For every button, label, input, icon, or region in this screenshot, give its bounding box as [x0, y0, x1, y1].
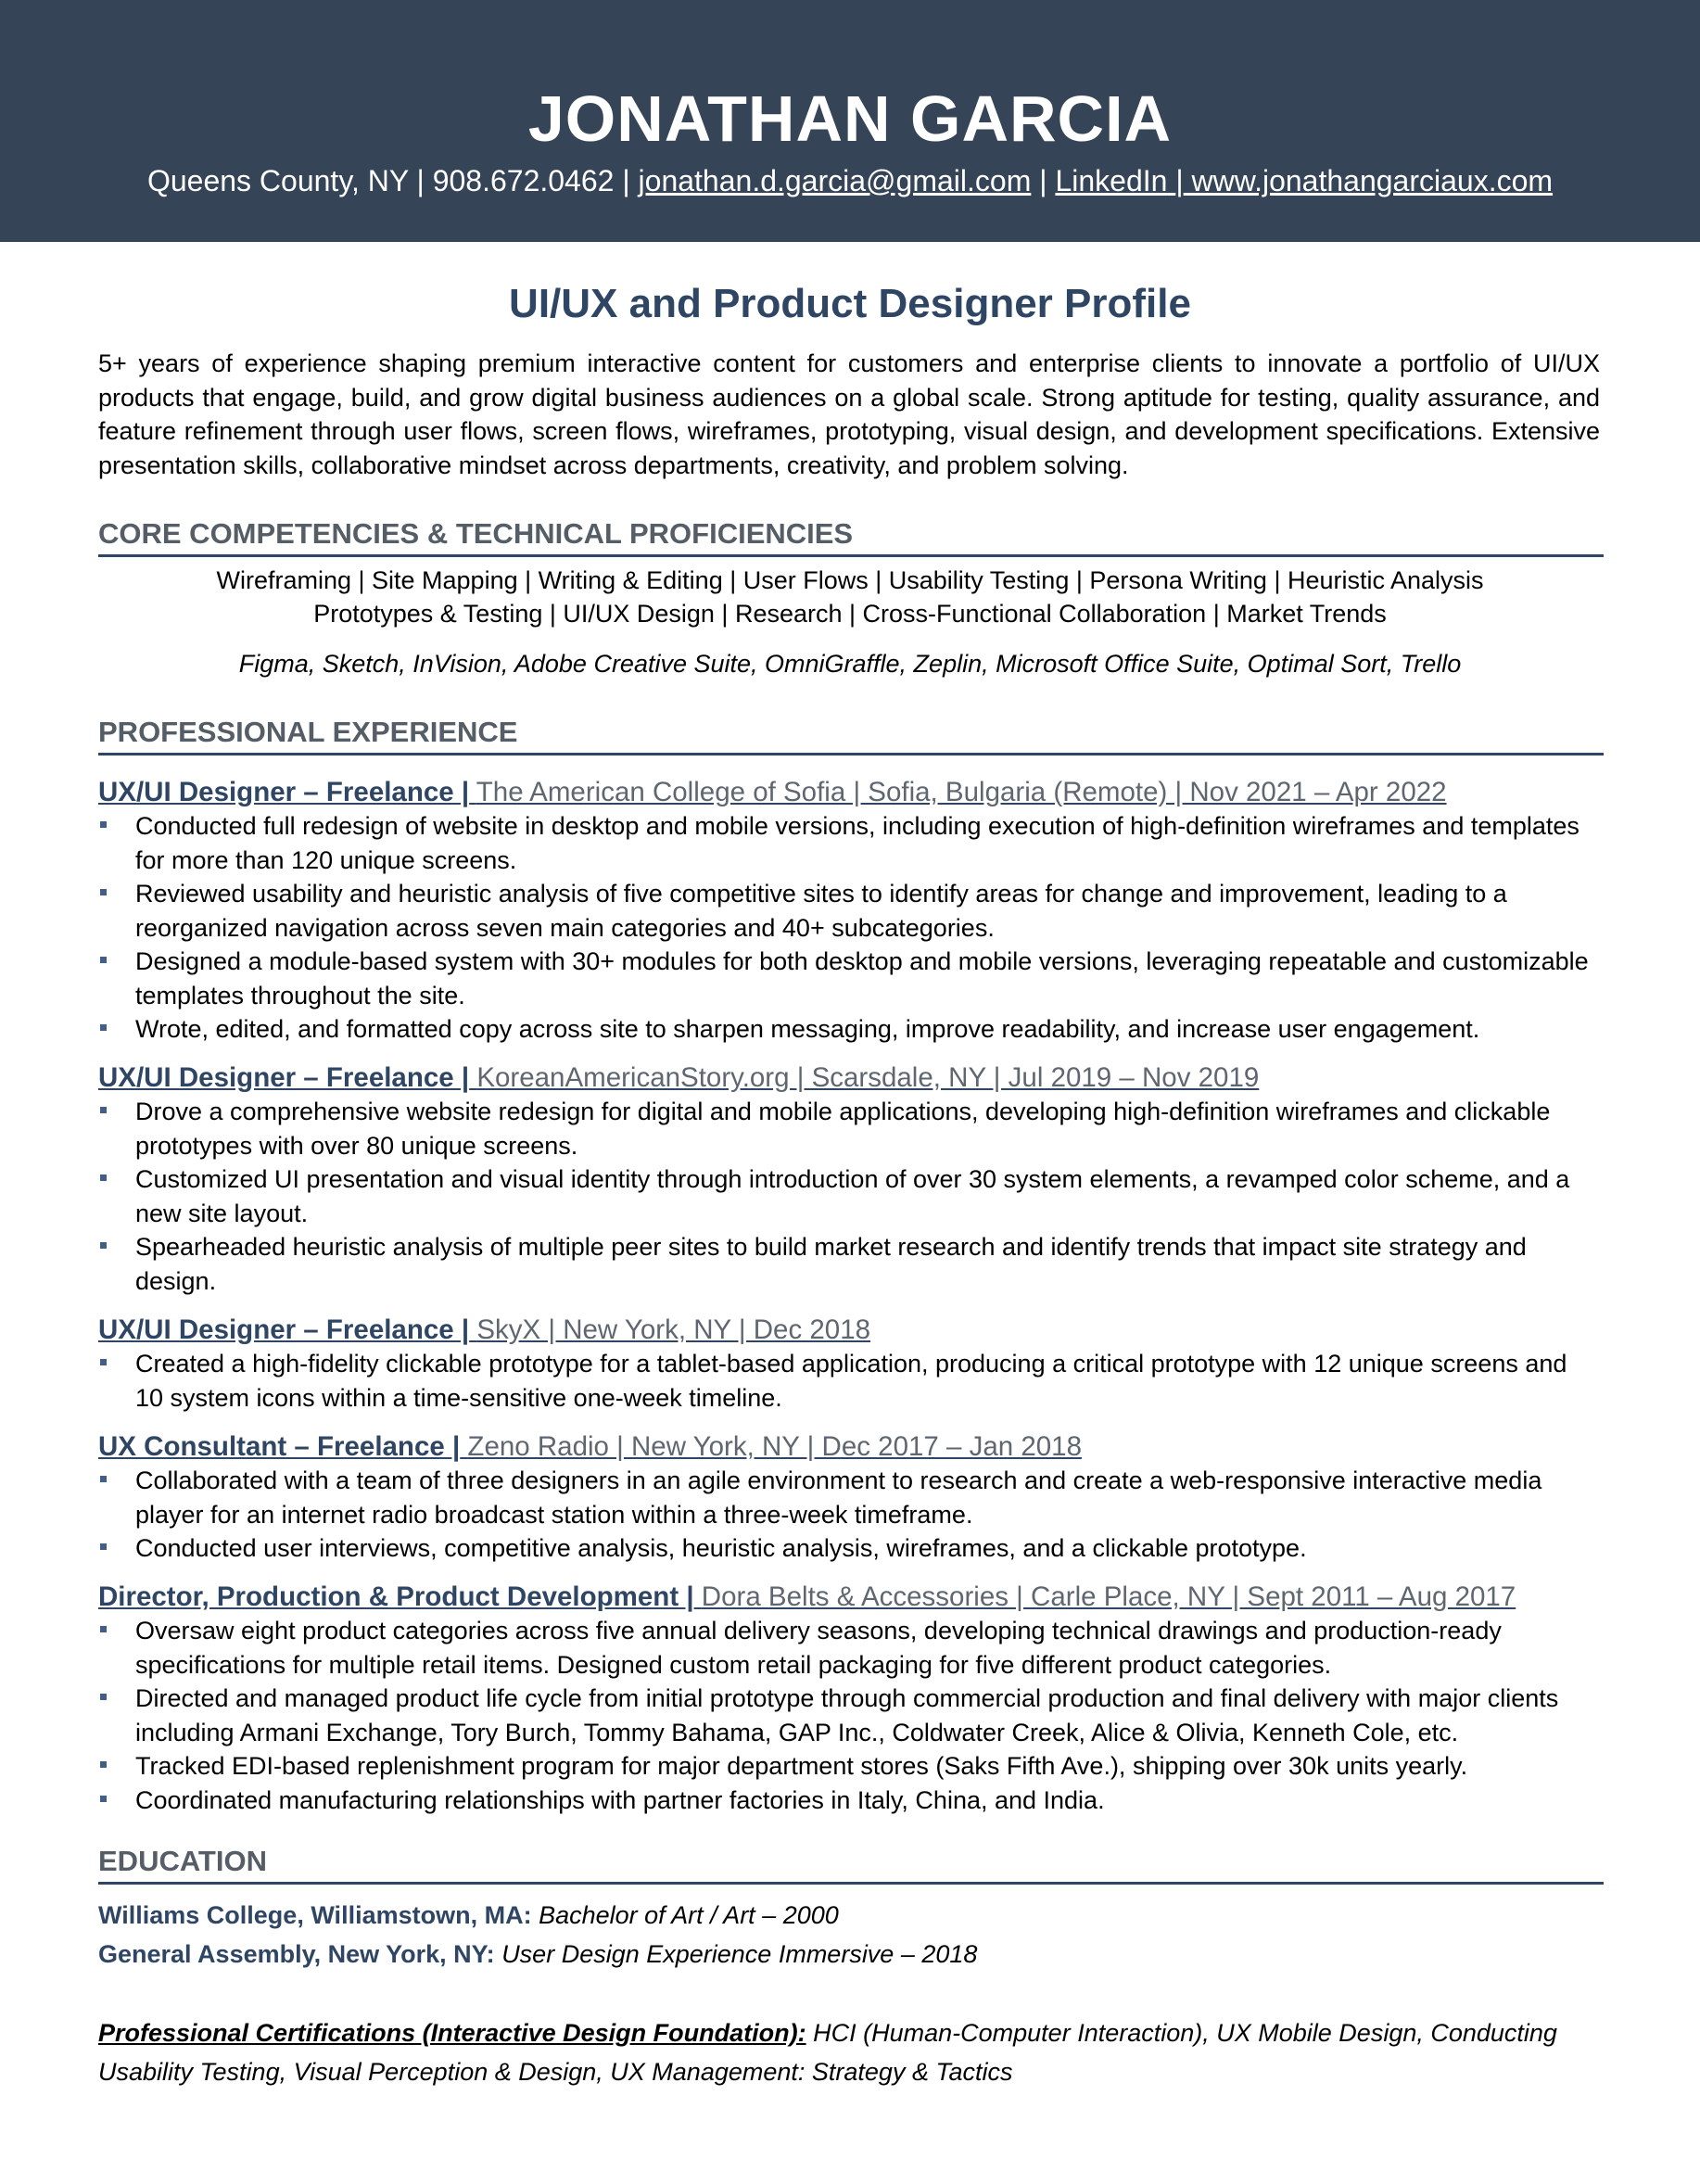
bullet-square-icon	[100, 1761, 107, 1768]
job-header	[98, 775, 1447, 810]
education-item	[98, 1897, 839, 1934]
education-item	[98, 1936, 977, 1973]
list-item: Directed and managed product life cycle from initial prototype through commercial production and final delivery with major clients including Armani Exchange, Tory Burch, Tommy Bahama, GAP Inc., Coldwater Creek, Alice & Olivia, Kenneth Cole, etc.	[98, 1682, 1600, 1749]
experience-heading: PROFESSIONAL EXPERIENCE	[98, 714, 1604, 756]
list-item: Collaborated with a team of three designers in an agile environment to research and create a web-responsive interactive media player for an internet radio broadcast station within a three-week timeframe.	[98, 1464, 1600, 1531]
job-meta: Dora Belts & Accessories | Carle Place, NY | Sept 2011 – Aug 2017	[701, 1581, 1516, 1612]
contact-line	[0, 159, 1700, 202]
job-bullets	[98, 1347, 1600, 1415]
list-item: Reviewed usability and heuristic analysis of five competitive sites to identify areas for change and improvement, leading to a reorganized navigation across seven main categories and 40+ subcategories.	[98, 877, 1600, 945]
candidate-name: JONATHAN GARCIA	[527, 83, 1173, 155]
location: Queens County, NY	[146, 164, 409, 197]
bullet-square-icon	[100, 1175, 107, 1181]
bullet-square-icon	[100, 1796, 107, 1802]
header-banner	[0, 0, 1700, 242]
job-meta: Zeno Radio | New York, NY | Dec 2017 – Jan 2018	[467, 1431, 1082, 1462]
job-header	[98, 1429, 1082, 1465]
list-item: Customized UI presentation and visual identity through introduction of over 30 system elements, a revamped color scheme, and a new site layout.	[98, 1162, 1600, 1230]
certifications-label: Professional Certifications (Interactive Design Foundation):	[98, 2019, 806, 2047]
job-bullets	[98, 1614, 1600, 1817]
degree: Bachelor of Art / Art – 2000	[539, 1901, 839, 1929]
certifications-text: HCI (Human-Computer Interaction), UX Mobile Design, Conducting Usability Testing, Visual Perception & Design, UX Management: Strategy & Tactics	[98, 2019, 1557, 2086]
job-meta: SkyX | New York, NY | Dec 2018	[476, 1314, 871, 1345]
list-item: Drove a comprehensive website redesign for digital and mobile applications, developing high-definition wireframes and clickable prototypes with over 80 unique screens.	[98, 1095, 1600, 1162]
list-item: Designed a module-based system with 30+ modules for both desktop and mobile versions, leveraging repeatable and customizable templates throughout the site.	[98, 945, 1600, 1012]
job-bullets	[98, 1464, 1600, 1566]
job-meta: The American College of Sofia | Sofia, Bulgaria (Remote) | Nov 2021 – Apr 2022	[476, 777, 1447, 807]
job-role: UX/UI Designer – Freelance |	[98, 1062, 470, 1093]
degree: User Design Experience Immersive – 2018	[501, 1940, 978, 1968]
separator: |	[416, 164, 425, 197]
list-item: Conducted full redesign of website in desktop and mobile versions, including execution of high-definition wireframes and templates for more than 120 unique screens.	[98, 809, 1600, 877]
job-role: UX/UI Designer – Freelance |	[98, 777, 470, 807]
job-header	[98, 1580, 1516, 1615]
profile-title: UI/UX and Product Designer Profile	[509, 281, 1191, 326]
school-name: Williams College, Williamstown, MA:	[98, 1901, 532, 1929]
job-role: UX Consultant – Freelance |	[98, 1431, 461, 1462]
job-header	[98, 1060, 1259, 1096]
job-header	[98, 1313, 870, 1348]
linkedin-label[interactable]: LinkedIn	[1055, 164, 1168, 197]
bullet-square-icon	[100, 1476, 107, 1482]
list-item: Oversaw eight product categories across five annual delivery seasons, developing technical drawings and production-ready specifications for multiple retail items. Designed custom retail packaging for five different product categories.	[98, 1614, 1600, 1682]
list-item: Coordinated manufacturing relationships with partner factories in Italy, China, and India.	[98, 1784, 1600, 1818]
certifications	[98, 2013, 1600, 2091]
bullet-square-icon	[100, 1694, 107, 1700]
separator: |	[1039, 164, 1047, 197]
list-item: Tracked EDI-based replenishment program for major department stores (Saks Fifth Ave.), shipping over 30k units yearly.	[98, 1749, 1600, 1784]
job-bullets	[98, 809, 1600, 1047]
list-item: Created a high-fidelity clickable prototype for a tablet-based application, producing a critical prototype with 12 unique screens and 10 system icons within a time-sensitive one-week timeline.	[98, 1347, 1600, 1415]
school-name: General Assembly, New York, NY:	[98, 1940, 495, 1968]
linkedin-link[interactable]: LinkedIn | www.jonathangarciaux.com	[1055, 164, 1554, 197]
profile-summary: 5+ years of experience shaping premium interactive content for customers and enterprise clients to innovate a portfolio of UI/UX products that engage, build, and grow digital business audiences on a global scale. Strong aptitude for testing, quality assurance, and feature refinement through user flows, screen flows, wireframes, prototyping, visual design, and development specifications. Extensive presentation skills, collaborative mindset across departments, creativity, and problem solving.	[98, 349, 1600, 479]
tools-line: Figma, Sketch, InVision, Adobe Creative Suite, OmniGraffle, Zeplin, Microsoft Office Suite, Optimal Sort, Trello	[238, 650, 1462, 678]
list-item: Conducted user interviews, competitive analysis, heuristic analysis, wireframes, and a clickable prototype.	[98, 1531, 1600, 1566]
list-item: Wrote, edited, and formatted copy across site to sharpen messaging, improve readability, and increase user engagement.	[98, 1012, 1600, 1047]
bullet-square-icon	[100, 1359, 107, 1365]
email-link[interactable]: jonathan.d.garcia@gmail.com	[638, 164, 1032, 197]
education-heading: EDUCATION	[98, 1843, 1604, 1885]
list-item: Spearheaded heuristic analysis of multiple peer sites to build market research and identify trends that impact site strategy and design.	[98, 1230, 1600, 1298]
bullet-square-icon	[100, 821, 107, 828]
website-link[interactable]: www.jonathangarciaux.com	[1191, 164, 1554, 197]
bullet-square-icon	[100, 1543, 107, 1550]
phone: 908.672.0462	[432, 164, 615, 197]
competencies-line-1: Wireframing | Site Mapping | Writing & Editing | User Flows | Usability Testing | Persona Writing | Heuristic Analysis	[216, 566, 1484, 594]
job-role: UX/UI Designer – Freelance |	[98, 1314, 470, 1345]
bullet-square-icon	[100, 1107, 107, 1113]
separator: |	[622, 164, 630, 197]
bullet-square-icon	[100, 889, 107, 895]
bullet-square-icon	[100, 1242, 107, 1249]
bullet-square-icon	[100, 957, 107, 963]
job-bullets	[98, 1095, 1600, 1298]
competencies-heading: CORE COMPETENCIES & TECHNICAL PROFICIENCIES	[98, 515, 1604, 557]
competencies-line-2: Prototypes & Testing | UI/UX Design | Research | Cross-Functional Collaboration | Market Trends	[313, 600, 1387, 628]
job-role: Director, Production & Product Development |	[98, 1581, 694, 1612]
bullet-square-icon	[100, 1024, 107, 1031]
job-meta: KoreanAmericanStory.org | Scarsdale, NY | Jul 2019 – Nov 2019	[476, 1062, 1260, 1093]
bullet-square-icon	[100, 1626, 107, 1632]
